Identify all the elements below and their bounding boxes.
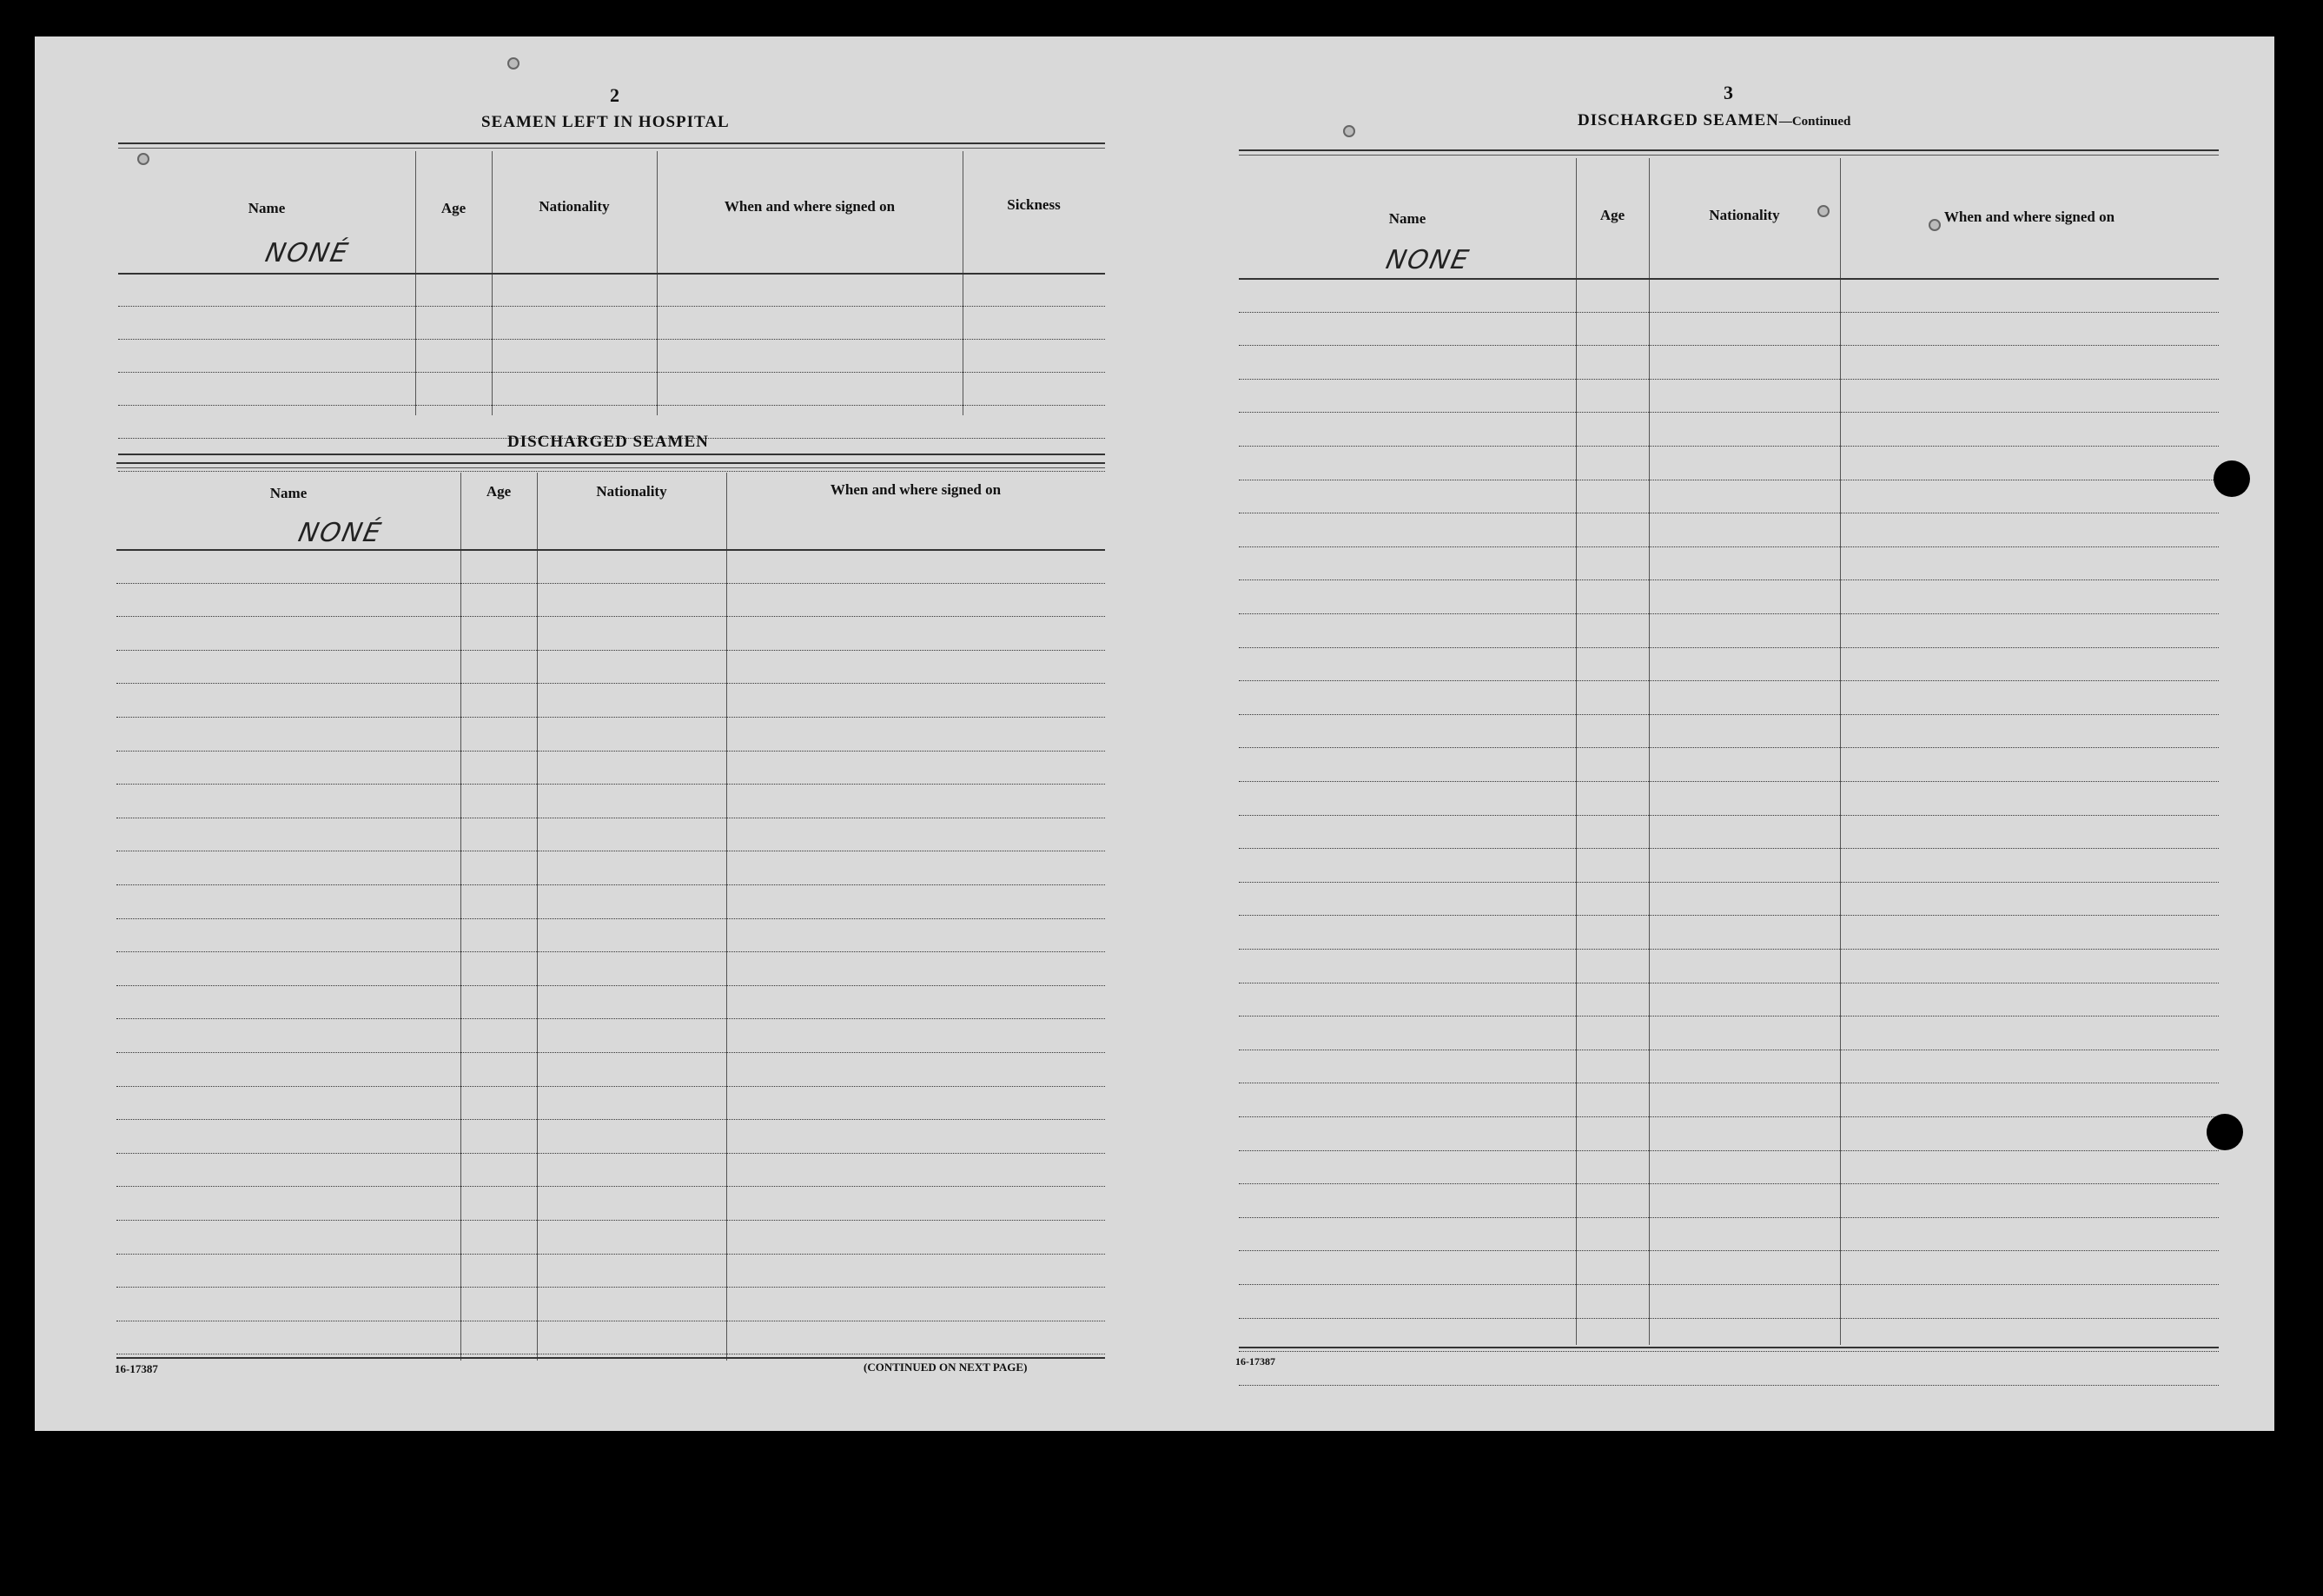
- discharged-continued-table: [1239, 149, 2219, 1401]
- ruled-line: [1239, 1016, 2219, 1017]
- ruled-line: [1239, 915, 2219, 916]
- ruled-line: [1239, 1183, 2219, 1184]
- ruled-line: [118, 405, 1105, 406]
- discharged-table: [116, 462, 1105, 1392]
- ruled-line: [1239, 714, 2219, 715]
- col-header-age: Age: [486, 483, 512, 500]
- ruled-line: [116, 1086, 1105, 1087]
- col-header-nationality: Nationality: [596, 483, 667, 500]
- ruled-line: [1239, 546, 2219, 547]
- punch-hole: [2214, 460, 2250, 497]
- speck: [137, 153, 149, 165]
- ruled-line: [1239, 647, 2219, 648]
- col-header-age: Age: [440, 200, 467, 216]
- right-page: [1164, 36, 2274, 1431]
- hospital-section-title: SEAMEN LEFT IN HOSPITAL: [481, 113, 730, 131]
- col-header-age: Age: [1599, 207, 1625, 223]
- col-header-signed-on: When and where signed on: [830, 481, 1002, 498]
- ruled-line: [116, 951, 1105, 952]
- document-sheet: [35, 36, 2274, 1431]
- discharged-continued-title: DISCHARGED SEAMEN—Continued: [1578, 111, 1851, 129]
- ruled-line: [116, 1018, 1105, 1019]
- speck: [1343, 125, 1355, 137]
- ruled-line: [1239, 680, 2219, 681]
- ruled-line: [116, 1287, 1105, 1288]
- ruled-line: [1239, 579, 2219, 580]
- ruled-line: [118, 339, 1105, 340]
- ruled-line: [1239, 1385, 2219, 1386]
- ruled-line: [116, 1254, 1105, 1255]
- ruled-line: [116, 717, 1105, 718]
- col-header-name: Name: [269, 485, 308, 501]
- ruled-line: [1239, 278, 2219, 280]
- ruled-line: [1239, 815, 2219, 816]
- form-number: 16-17387: [115, 1362, 158, 1375]
- col-header-nationality: Nationality: [539, 198, 610, 215]
- form-number: 16-17387: [1235, 1355, 1275, 1368]
- page-number: 3: [1724, 82, 1733, 103]
- ruled-line: [1239, 848, 2219, 849]
- col-header-signed-on: When and where signed on: [724, 198, 896, 215]
- ruled-line: [116, 1119, 1105, 1120]
- ruled-line: [1239, 1250, 2219, 1251]
- ruled-line: [1239, 882, 2219, 883]
- ruled-line: [116, 918, 1105, 919]
- ruled-line: [116, 1186, 1105, 1187]
- ruled-line: [1239, 412, 2219, 413]
- ruled-line: [116, 583, 1105, 584]
- ruled-line: [1239, 1284, 2219, 1285]
- handwritten-entry-none: NONÉ: [295, 518, 386, 548]
- ruled-line: [1239, 949, 2219, 950]
- hospital-table: [118, 142, 1105, 455]
- ruled-line: [116, 1153, 1105, 1154]
- ruled-line: [1239, 781, 2219, 782]
- handwritten-entry-none: NONE: [1383, 245, 1473, 275]
- speck: [1817, 205, 1830, 217]
- ruled-line: [116, 884, 1105, 885]
- ruled-line: [118, 372, 1105, 373]
- left-page: [35, 36, 1164, 1431]
- ruled-line: [116, 549, 1105, 551]
- ruled-line: [116, 1052, 1105, 1053]
- col-header-sickness: Sickness: [1007, 196, 1061, 213]
- ruled-line: [116, 1220, 1105, 1221]
- col-header-name: Name: [1388, 210, 1426, 227]
- ruled-line: [1239, 312, 2219, 313]
- speck: [507, 57, 520, 70]
- ruled-line: [1239, 1351, 2219, 1352]
- ruled-line: [116, 683, 1105, 684]
- ruled-line: [1239, 1150, 2219, 1151]
- col-header-nationality: Nationality: [1709, 207, 1780, 223]
- discharged-section-title: DISCHARGED SEAMEN: [507, 433, 709, 451]
- ruled-line: [116, 784, 1105, 785]
- page-number: 2: [610, 84, 619, 106]
- ruled-line: [1239, 1318, 2219, 1319]
- handwritten-entry-none: NONÉ: [262, 238, 353, 268]
- ruled-line: [118, 306, 1105, 307]
- ruled-line: [116, 650, 1105, 651]
- ruled-line: [116, 751, 1105, 752]
- ruled-line: [116, 985, 1105, 986]
- continued-note: (CONTINUED ON NEXT PAGE): [864, 1361, 1028, 1374]
- col-header-signed-on: When and where signed on: [1943, 209, 2115, 225]
- punch-hole: [2207, 1114, 2243, 1150]
- col-header-name: Name: [248, 200, 286, 216]
- ruled-line: [1239, 345, 2219, 346]
- ruled-line: [118, 273, 1105, 275]
- ruled-line: [1239, 1217, 2219, 1218]
- ruled-line: [116, 616, 1105, 617]
- speck: [1929, 219, 1941, 231]
- ruled-line: [1239, 613, 2219, 614]
- ruled-line: [1239, 446, 2219, 447]
- ruled-line: [1239, 747, 2219, 748]
- ruled-line: [1239, 1116, 2219, 1117]
- ruled-line: [1239, 379, 2219, 380]
